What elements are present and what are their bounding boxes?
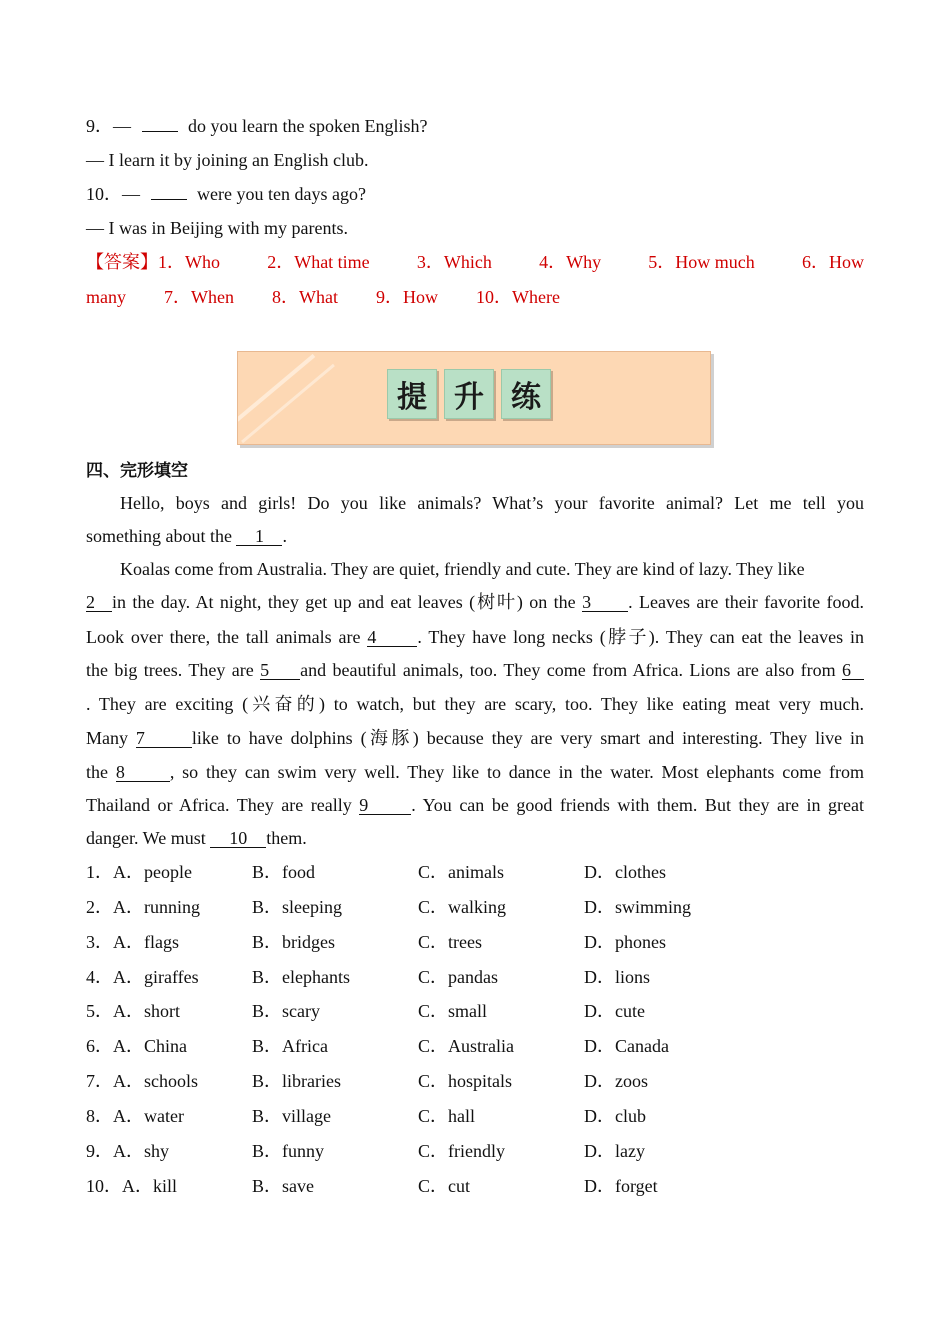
option-4-d: D．lions [584, 967, 651, 987]
option-6-n: 6．A．China [86, 1036, 187, 1056]
passage-line: Hello, boys and girls! Do you like animals? What’s your favorite animal? Let me tell you [120, 493, 864, 513]
option-2-b: B．sleeping [252, 897, 342, 917]
question-9: 9．— do you learn the spoken English? [86, 116, 428, 136]
question-10: 10．— were you ten days ago? [86, 184, 366, 204]
option-1-b: B．food [252, 862, 315, 882]
option-9-d: D．lazy [584, 1141, 645, 1161]
option-6-c: C．Australia [418, 1036, 514, 1056]
option-5-d: D．cute [584, 1001, 645, 1021]
option-10-d: D．forget [584, 1176, 658, 1196]
option-5-n: 5．A．short [86, 1001, 180, 1021]
option-3-d: D．phones [584, 932, 666, 952]
option-7-b: B．libraries [252, 1071, 341, 1091]
option-9-b: B．funny [252, 1141, 324, 1161]
option-2-c: C．walking [418, 897, 506, 917]
option-2-n: 2．A．running [86, 897, 200, 917]
option-3-c: C．trees [418, 932, 482, 952]
option-10-c: C．cut [418, 1176, 470, 1196]
answer-blank [142, 131, 178, 132]
reply-10: — I was in Beijing with my parents. [86, 218, 348, 238]
option-7-c: C．hospitals [418, 1071, 513, 1091]
section-title: 四、完形填空 [86, 461, 188, 481]
option-8-d: D．club [584, 1106, 646, 1126]
option-6-d: D．Canada [584, 1036, 669, 1056]
passage-line: the 8 , so they can swim very well. They like to dance in the water. Most elephants come from [86, 762, 865, 782]
passage-line: the big trees. They are 5 and beautiful animals, too. They come from Africa. Lions are also from 6 [86, 659, 864, 681]
passage-line: 2 in the day. At night, they get up and eat leaves (树叶) on the 3 . Leaves are their favorite food. [86, 592, 864, 612]
option-10-n: 10．A．kill [86, 1176, 178, 1196]
option-8-c: C．hall [418, 1106, 475, 1126]
option-5-b: B．scary [252, 1001, 320, 1021]
option-3-n: 3．A．flags [86, 932, 179, 952]
section-banner [237, 351, 711, 445]
answer-line-1: 【答案】1．Who 2．What time 3．Which 4．Why 5．How much 6．How [86, 252, 864, 272]
option-10-b: B．save [252, 1176, 314, 1196]
passage-line: something about the 1 . [86, 526, 287, 546]
option-3-b: B．bridges [252, 932, 335, 952]
reply-9: — I learn it by joining an English club. [86, 150, 369, 170]
option-7-d: D．zoos [584, 1071, 648, 1091]
option-8-b: B．village [252, 1106, 331, 1126]
option-4-n: 4．A．giraffes [86, 967, 199, 987]
banner-char: 提 [387, 369, 437, 419]
passage-line: Look over there, the tall animals are 4 . They have long necks (脖子). They can eat the leaves in [86, 627, 864, 647]
banner-char: 升 [444, 369, 494, 419]
passage-line: danger. We must 10 them. [86, 828, 307, 848]
option-4-b: B．elephants [252, 967, 350, 987]
option-6-b: B．Africa [252, 1036, 328, 1056]
option-5-c: C．small [418, 1001, 488, 1021]
option-9-n: 9．A．shy [86, 1141, 170, 1161]
option-1-n: 1．A．people [86, 862, 192, 882]
answer-line-2: many 7．When 8．What 9．How 10．Where [86, 287, 560, 307]
passage-line: Koalas come from Australia. They are quiet, friendly and cute. They are kind of lazy. They like [120, 559, 805, 579]
answer-blank [151, 199, 187, 200]
passage-line: . They are exciting (兴奋的) to watch, but they are scary, too. They like eating meat very much. [86, 694, 864, 714]
option-2-d: D．swimming [584, 897, 692, 917]
passage-line: Many 7 like to have dolphins (海豚) because they are very smart and interesting. They live in [86, 728, 864, 748]
option-8-n: 8．A．water [86, 1106, 184, 1126]
option-7-n: 7．A．schools [86, 1071, 198, 1091]
option-1-c: C．animals [418, 862, 504, 882]
passage-line: Thailand or Africa. They are really 9 . You can be good friends with them. But they are in great [86, 795, 864, 815]
option-9-c: C．friendly [418, 1141, 505, 1161]
banner-char: 练 [501, 369, 551, 419]
option-4-c: C．pandas [418, 967, 498, 987]
option-1-d: D．clothes [584, 862, 666, 882]
